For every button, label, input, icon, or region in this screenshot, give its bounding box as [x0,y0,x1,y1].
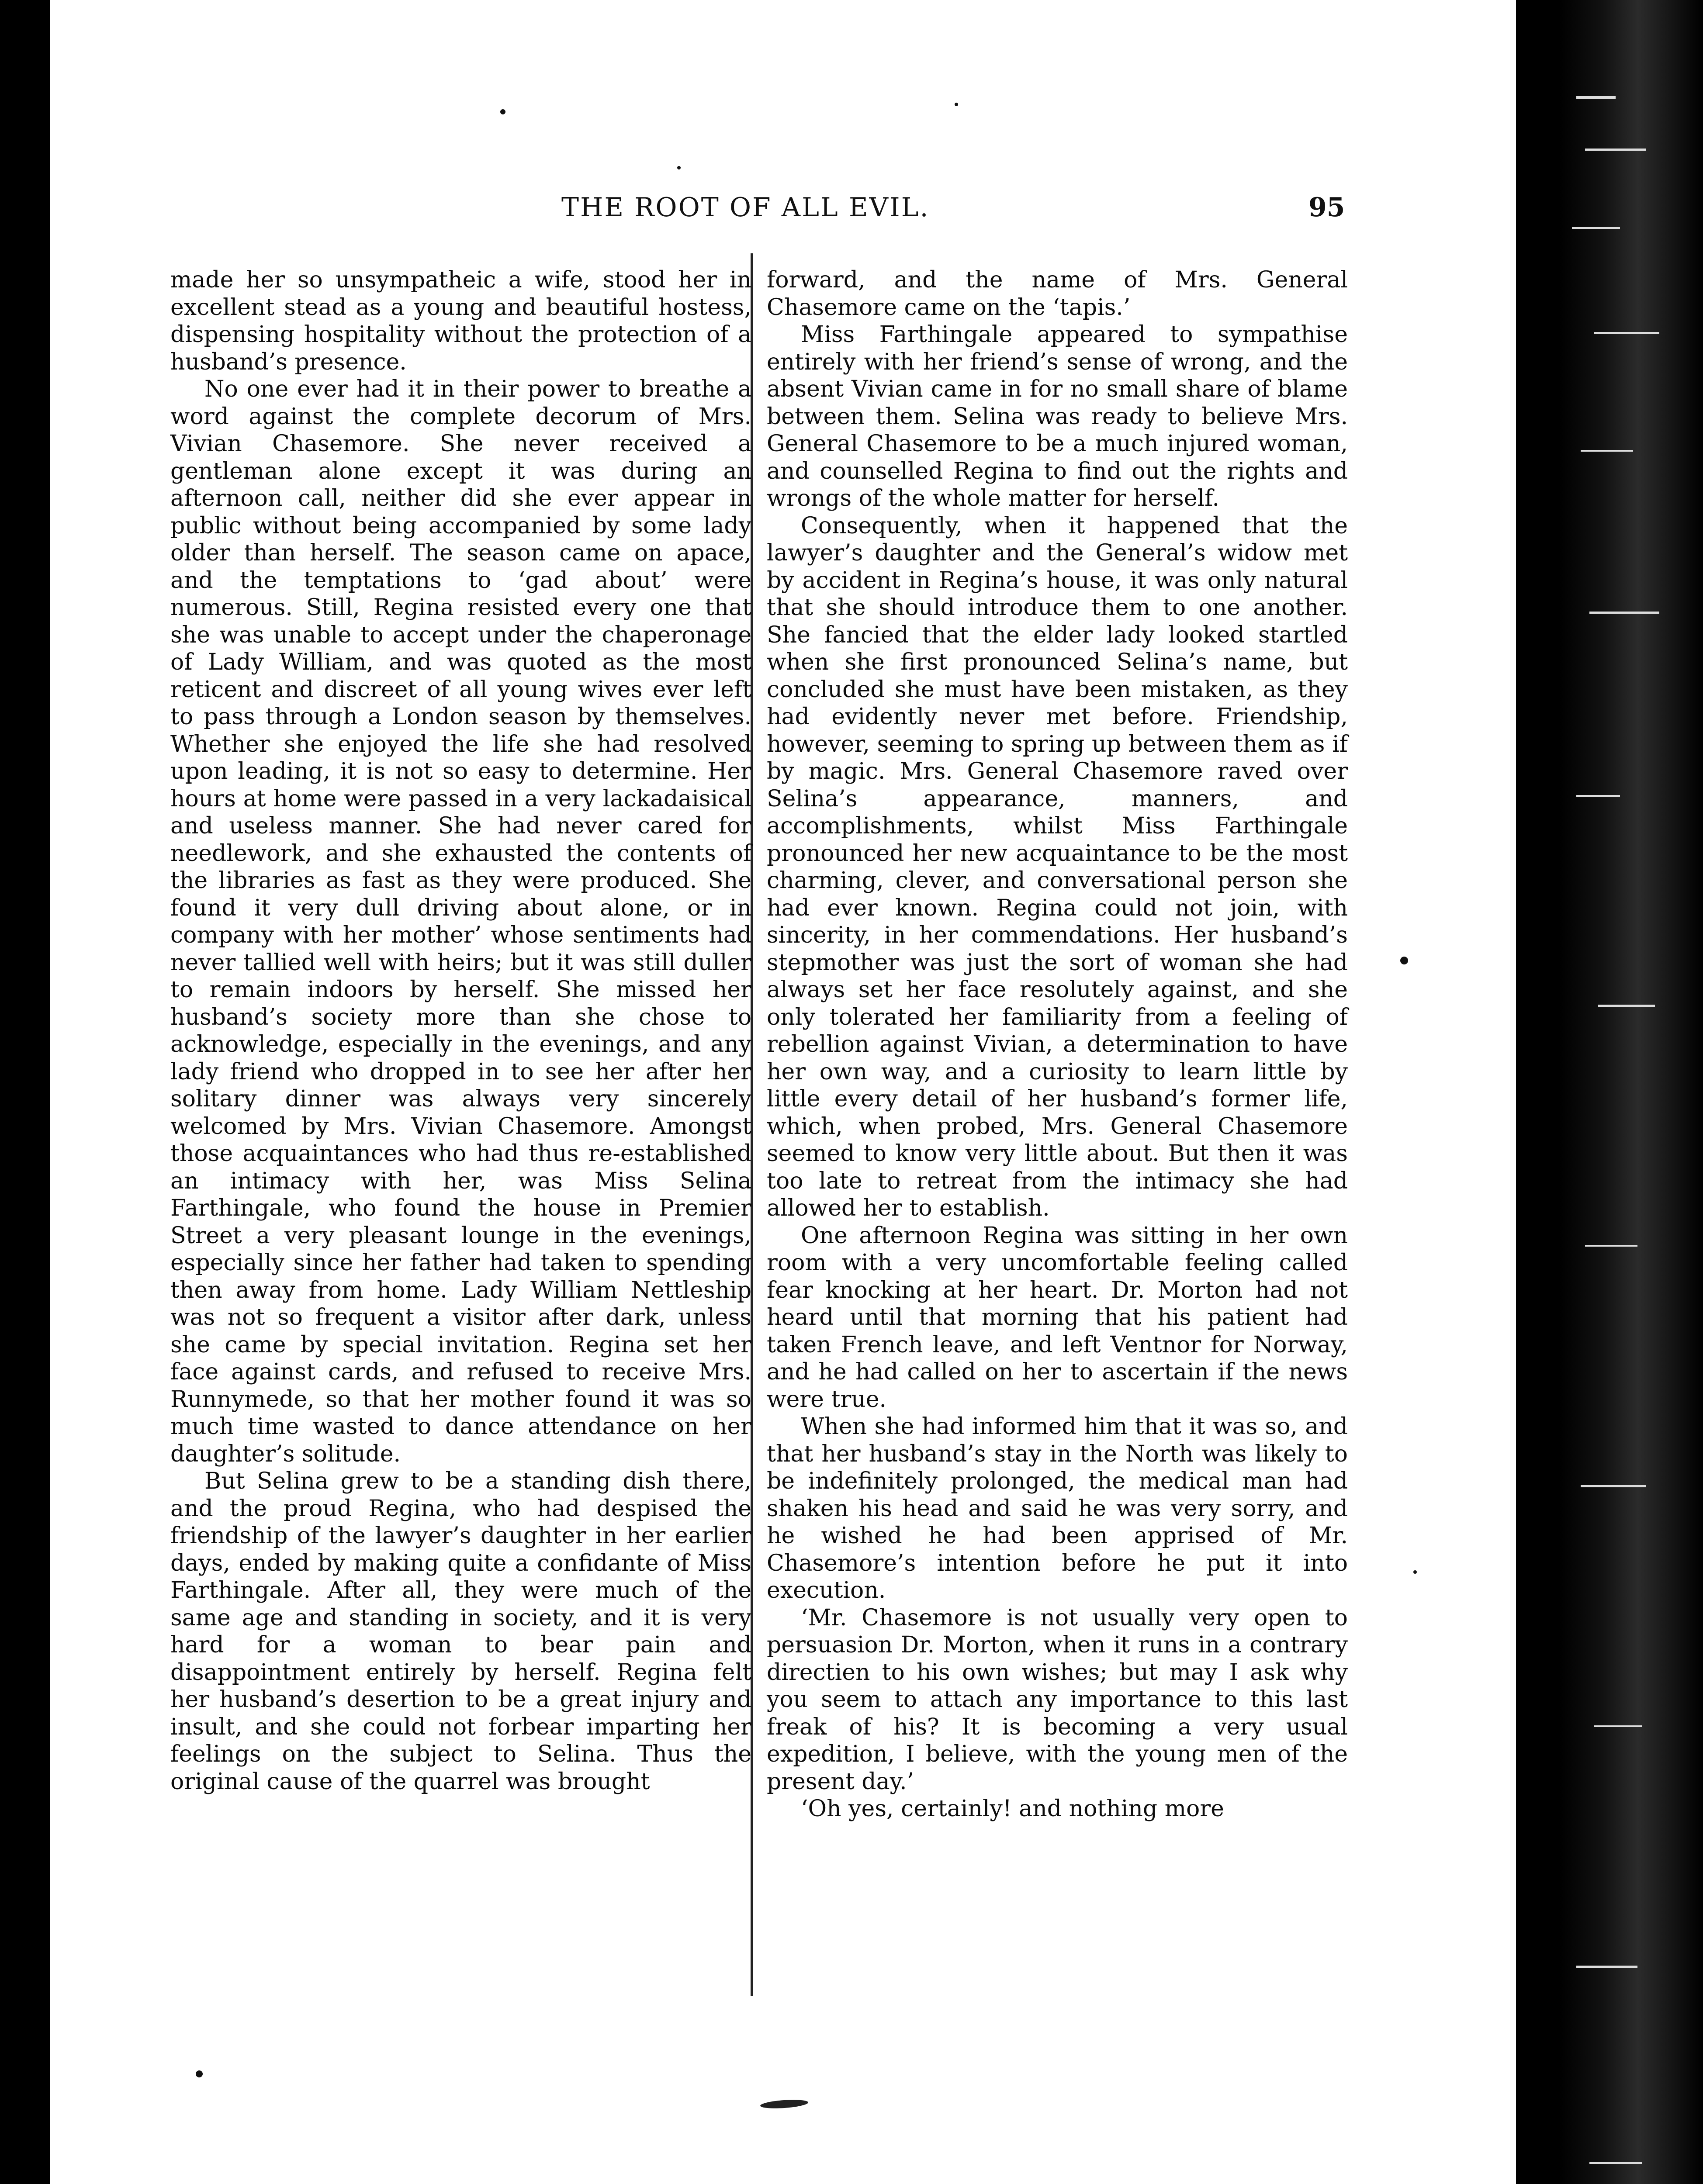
left-column [170,266,751,1795]
paragraph: When she had informed him that it was so, and that her husband’s stay in the North was likely to be indefinitely prolonged, the medical man had shaken his head and said he was very sorry, and he wished he had been apprised of Mr. Chasemore’s intention before he put it into execution. [767,1413,1348,1603]
ink-speck [955,103,958,106]
paragraph: Consequently, when it happened that the lawyer’s daughter and the General’s widow met by accident in Regina’s house, it was only natural that she should introduce them to one another. She fancied that the elder lady looked startled when she first pronounced Selina’s name, but concluded she must have been mistaken, as they had evidently never met before. Friendship, however, seeming to spring up between them as if by magic. Mrs. General Chasemore raved over Selina’s appearance, manners, and accomplishments, whilst Miss Farthingale pronounced her new acquaintance to be the most charming, clever, and conversational person she had ever known. Regina could not join, with sincerity, in her commendations. Her husband’s stepmother was just the sort of woman she had always set her face resolutely against, and she only tolerated her familiarity from a feeling of rebellion against Vivian, a determination to have her own way, and a curiosity to learn little by little every detail of her husband’s former life, which, when probed, Mrs. General Chasemore seemed to know very little about. But then it was too late to retreat from the intimacy she had allowed her to establish. [767,512,1348,1221]
paragraph: But Selina grew to be a standing dish there, and the proud Regina, who had despised the friendship of the lawyer’s daughter in her earlier days, ended by making quite a confidante of Miss Farthingale. After all, they were much of the same age and standing in society, and it is very hard for a woman to bear pain and disappointment entirely by herself. Regina felt her husband’s desertion to be a great injury and insult, and she could not forbear imparting her feelings on the subject to Selina. Thus the original cause of the quarrel was brought [170,1468,751,1795]
ink-speck [677,166,681,169]
running-title: THE ROOT OF ALL EVIL. [561,192,930,223]
page-edge-shadow [1559,0,1703,2184]
ink-speck [500,109,505,114]
paragraph: ‘Oh yes, certainly! and nothing more [801,1796,1224,1822]
page-number: 95 [1308,192,1345,223]
paragraph: made her so unsympatheic a wife, stood her in excellent stead as a young and beautiful hostess, dispensing hospitality without the protection of a husband’s presence. [170,267,751,375]
ink-speck [1413,1570,1417,1574]
paragraph: forward, and the name of Mrs. General Chasemore came on the ‘tapis.’ [767,267,1348,321]
paragraph: ‘Mr. Chasemore is not usually very open to persuasion Dr. Morton, when it runs in a contrary directien to his own wishes; but may I ask why you seem to attach any importance to this last freak of his? It is becoming a very usual expedition, I believe, with the young men of the present day.’ [767,1604,1348,1795]
right-column [767,266,1348,1823]
paragraph: One afternoon Regina was sitting in her own room with a very uncomfortable feeling called fear knocking at her heart. Dr. Morton had not heard until that morning that his patient had taken French leave, and left Ventnor for Norway, and he had called on her to ascertain if the news were true. [767,1222,1348,1413]
ink-speck [196,2070,203,2077]
paragraph: Miss Farthingale appeared to sympathise entirely with her friend’s sense of wrong, and the absent Vivian came in for no small share of blame between them. Selina was ready to believe Mrs. General Chasemore to be a much injured woman, and counselled Regina to find out the rights and wrongs of the whole matter for herself. [767,321,1348,511]
paragraph: No one ever had it in their power to breathe a word against the complete decorum of Mrs. Vivian Chasemore. She never received a gentleman alone except it was during an afternoon call, neither did she ever appear in public without being accompanied by some lady older than herself. The season came on apace, and the temptations to ‘gad about’ were numerous. Still, Regina resisted every one that she was unable to accept under the chaperonage of Lady William, and was quoted as the most reticent and discreet of all young wives ever left to pass through a London season by themselves. Whether she enjoyed the life she had resolved upon leading, it is not so easy to determine. Her hours at home were passed in a very lackadaisical and useless manner. She had never cared for needlework, and she exhausted the contents of the libraries as fast as they were produced. She found it very dull driving about alone, or in company with her mother’ whose sentiments had never tallied well with heirs; but it was still duller to remain indoors by herself. She missed her husband’s society more than she chose to acknowledge, especially in the evenings, and any lady friend who dropped in to see her after her solitary dinner was always very sincerely welcomed by Mrs. Vivian Chasemore. Amongst those acquaintances who had thus re-established an intimacy with her, was Miss Selina Farthingale, who found the house in Premier Street a very pleasant lounge in the evenings, especially since her father had taken to spending then away from home. Lady William Nettleship was not so frequent a visitor after dark, unless she came by special invitation. Regina set her face against cards, and refused to receive Mrs. Runnymede, so that her mother found it was so much time wasted to dance attendance on her daughter’s solitude. [170,376,751,1467]
ink-speck [1400,957,1408,964]
